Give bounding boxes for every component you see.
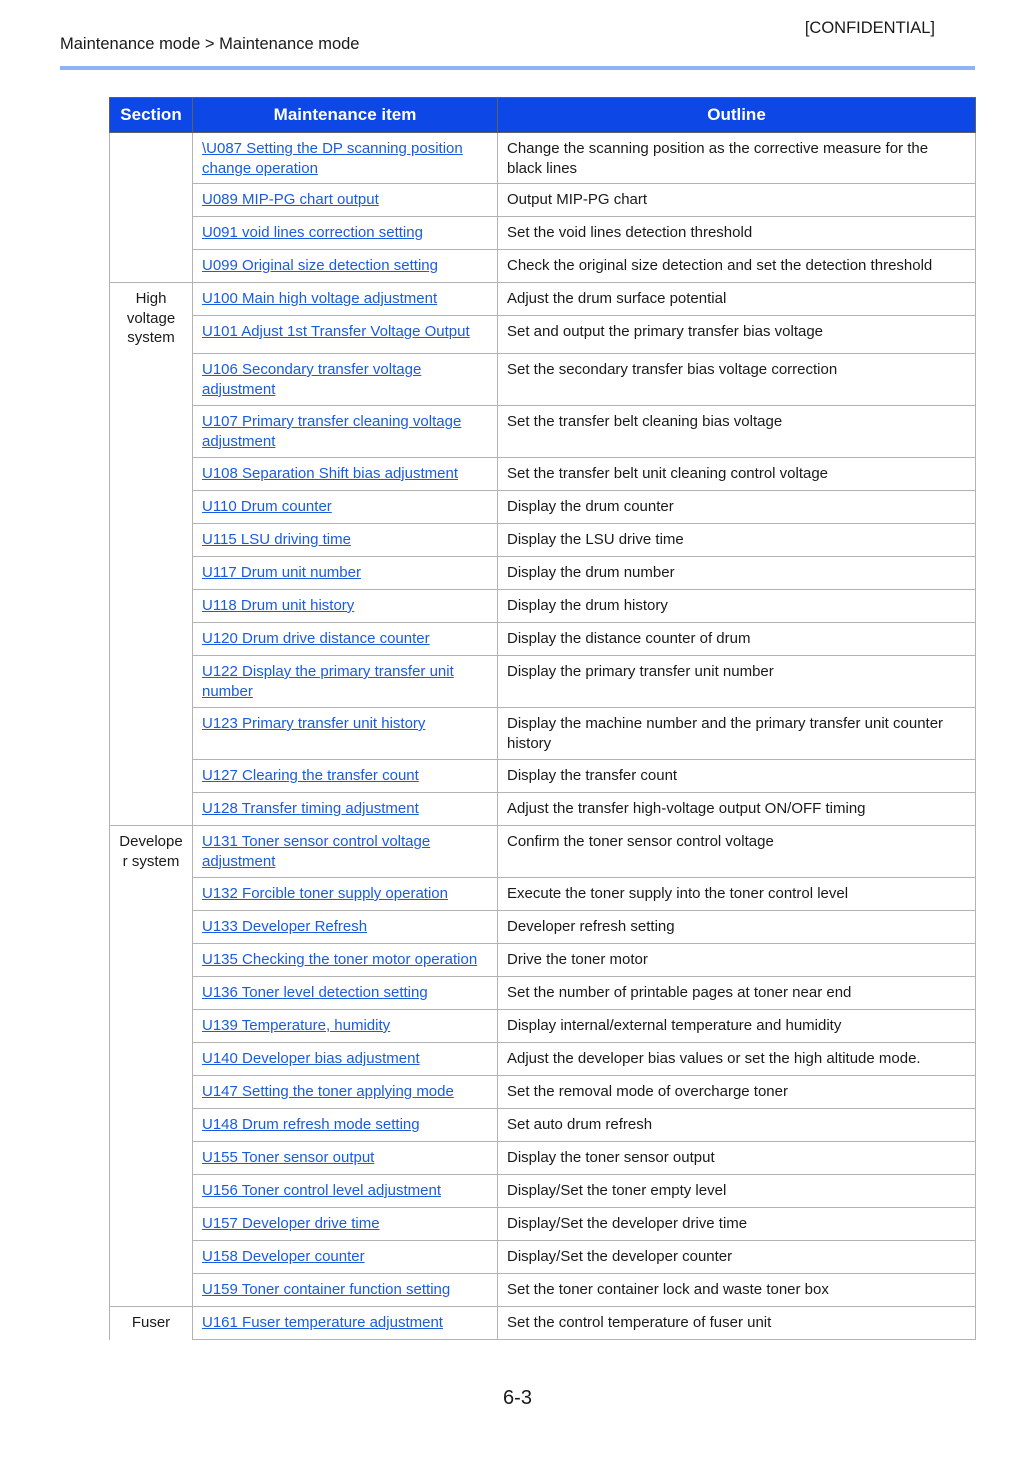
outline-cell: Display the primary transfer unit number — [498, 656, 976, 708]
table-row — [110, 250, 976, 283]
maintenance-item-link[interactable]: U159 Toner container function setting — [202, 1281, 451, 1298]
maintenance-item-link[interactable]: U132 Forcible toner supply operation — [202, 885, 448, 902]
maintenance-item-cell — [193, 793, 498, 826]
table-row — [110, 491, 976, 524]
maintenance-item-link[interactable]: U131 Toner sensor control voltage adjustment — [202, 833, 431, 870]
maintenance-item-cell — [193, 878, 498, 911]
maintenance-items-table — [109, 97, 976, 1340]
table-row — [110, 977, 976, 1010]
maintenance-item-link[interactable]: U158 Developer counter — [202, 1248, 365, 1265]
table-row — [110, 316, 976, 354]
table-header-row — [110, 98, 976, 133]
maintenance-item-cell — [193, 911, 498, 944]
maintenance-item-link[interactable]: U107 Primary transfer cleaning voltage adjustment — [202, 413, 462, 450]
table-row — [110, 217, 976, 250]
outline-cell: Display/Set the developer counter — [498, 1241, 976, 1274]
table-row — [110, 283, 976, 316]
outline-cell: Set the transfer belt cleaning bias voltage — [498, 406, 976, 458]
maintenance-item-link[interactable]: U089 MIP-PG chart output — [202, 191, 379, 208]
table-row — [110, 656, 976, 708]
maintenance-item-cell — [193, 590, 498, 623]
breadcrumb: Maintenance mode > Maintenance mode — [60, 35, 360, 53]
maintenance-item-link[interactable]: U140 Developer bias adjustment — [202, 1050, 420, 1067]
column-header-outline: Outline — [498, 98, 976, 133]
maintenance-item-link[interactable]: U118 Drum unit history — [202, 597, 355, 614]
maintenance-item-link[interactable]: U139 Temperature, humidity — [202, 1017, 391, 1034]
section-cell: Developer system — [110, 826, 193, 1307]
maintenance-item-link[interactable]: U110 Drum counter — [202, 498, 332, 515]
table-row — [110, 826, 976, 878]
table-row — [110, 1010, 976, 1043]
table-row — [110, 184, 976, 217]
maintenance-item-cell — [193, 656, 498, 708]
maintenance-item-link[interactable]: U136 Toner level detection setting — [202, 984, 428, 1001]
header-divider — [60, 66, 975, 70]
outline-cell: Drive the toner motor — [498, 944, 976, 977]
maintenance-item-cell — [193, 760, 498, 793]
table-row — [110, 878, 976, 911]
maintenance-item-cell — [193, 354, 498, 406]
outline-cell: Display the toner sensor output — [498, 1142, 976, 1175]
maintenance-item-link[interactable]: U157 Developer drive time — [202, 1215, 380, 1232]
outline-cell: Change the scanning position as the corrective measure for the black lines — [498, 133, 976, 184]
table-row — [110, 1307, 976, 1340]
table-row — [110, 406, 976, 458]
maintenance-item-link[interactable]: U155 Toner sensor output — [202, 1149, 375, 1166]
outline-cell: Set and output the primary transfer bias voltage — [498, 316, 976, 354]
outline-cell: Adjust the developer bias values or set the high altitude mode. — [498, 1043, 976, 1076]
table-row — [110, 1043, 976, 1076]
table-row — [110, 1274, 976, 1307]
section-cell — [110, 133, 193, 283]
outline-cell: Set the control temperature of fuser unit — [498, 1307, 976, 1340]
maintenance-item-cell — [193, 557, 498, 590]
column-header-maintenance-item: Maintenance item — [193, 98, 498, 133]
maintenance-item-cell — [193, 944, 498, 977]
maintenance-item-cell — [193, 1010, 498, 1043]
maintenance-item-cell — [193, 826, 498, 878]
maintenance-item-cell — [193, 316, 498, 354]
table-row — [110, 1208, 976, 1241]
maintenance-item-link[interactable]: U147 Setting the toner applying mode — [202, 1083, 454, 1100]
table-row — [110, 354, 976, 406]
maintenance-item-cell — [193, 1241, 498, 1274]
table-row — [110, 760, 976, 793]
maintenance-item-link[interactable]: U091 void lines correction setting — [202, 224, 423, 241]
maintenance-item-cell — [193, 217, 498, 250]
column-header-section: Section — [110, 98, 193, 133]
table-row — [110, 623, 976, 656]
outline-cell: Set the removal mode of overcharge toner — [498, 1076, 976, 1109]
outline-cell: Display/Set the developer drive time — [498, 1208, 976, 1241]
page-number: 6-3 — [503, 1387, 532, 1409]
table-row — [110, 590, 976, 623]
outline-cell: Adjust the transfer high-voltage output ON/OFF timing — [498, 793, 976, 826]
table-row — [110, 708, 976, 760]
section-cell: Fuser — [110, 1307, 193, 1340]
outline-cell: Set the transfer belt unit cleaning control voltage — [498, 458, 976, 491]
table-row — [110, 1142, 976, 1175]
outline-cell: Developer refresh setting — [498, 911, 976, 944]
maintenance-item-link[interactable]: U108 Separation Shift bias adjustment — [202, 465, 458, 482]
maintenance-item-cell — [193, 1109, 498, 1142]
maintenance-item-cell — [193, 1175, 498, 1208]
outline-cell: Output MIP-PG chart — [498, 184, 976, 217]
outline-cell: Display internal/external temperature and humidity — [498, 1010, 976, 1043]
maintenance-item-cell — [193, 1043, 498, 1076]
maintenance-item-cell — [193, 1076, 498, 1109]
table-row — [110, 911, 976, 944]
outline-cell: Set auto drum refresh — [498, 1109, 976, 1142]
maintenance-item-cell — [193, 458, 498, 491]
maintenance-item-link[interactable]: U100 Main high voltage adjustment — [202, 290, 438, 307]
confidential-label: [CONFIDENTIAL] — [804, 19, 935, 37]
maintenance-item-link[interactable]: U127 Clearing the transfer count — [202, 767, 419, 784]
maintenance-item-cell — [193, 184, 498, 217]
table-row — [110, 133, 976, 184]
maintenance-item-link[interactable]: U148 Drum refresh mode setting — [202, 1116, 420, 1133]
maintenance-item-cell — [193, 1274, 498, 1307]
outline-cell: Set the secondary transfer bias voltage correction — [498, 354, 976, 406]
maintenance-item-cell — [193, 250, 498, 283]
outline-cell: Execute the toner supply into the toner control level — [498, 878, 976, 911]
maintenance-item-link[interactable]: U122 Display the primary transfer unit number — [202, 663, 454, 700]
outline-cell: Display the distance counter of drum — [498, 623, 976, 656]
maintenance-item-cell — [193, 977, 498, 1010]
maintenance-item-cell — [193, 708, 498, 760]
outline-cell: Set the void lines detection threshold — [498, 217, 976, 250]
outline-cell: Set the toner container lock and waste toner box — [498, 1274, 976, 1307]
table-row — [110, 458, 976, 491]
maintenance-item-link[interactable]: U120 Drum drive distance counter — [202, 630, 430, 647]
maintenance-item-cell — [193, 133, 498, 184]
maintenance-item-link[interactable]: U156 Toner control level adjustment — [202, 1182, 442, 1199]
maintenance-item-link[interactable]: U115 LSU driving time — [202, 531, 351, 548]
table-row — [110, 1175, 976, 1208]
outline-cell: Confirm the toner sensor control voltage — [498, 826, 976, 878]
outline-cell: Display the machine number and the primary transfer unit counter history — [498, 708, 976, 760]
maintenance-item-link[interactable]: U117 Drum unit number — [202, 564, 361, 581]
maintenance-item-link[interactable]: U161 Fuser temperature adjustment — [202, 1314, 443, 1331]
maintenance-item-link[interactable]: U135 Checking the toner motor operation — [202, 951, 478, 968]
outline-cell: Display the LSU drive time — [498, 524, 976, 557]
maintenance-item-link[interactable]: U133 Developer Refresh — [202, 918, 368, 935]
maintenance-item-cell — [193, 1307, 498, 1340]
maintenance-item-cell — [193, 283, 498, 316]
outline-cell: Check the original size detection and set the detection threshold — [498, 250, 976, 283]
maintenance-item-cell — [193, 1208, 498, 1241]
maintenance-item-cell — [193, 491, 498, 524]
table-row — [110, 1076, 976, 1109]
maintenance-item-cell — [193, 1142, 498, 1175]
table-row — [110, 1241, 976, 1274]
section-cell: High voltage system — [110, 283, 193, 826]
outline-cell: Set the number of printable pages at toner near end — [498, 977, 976, 1010]
table-row — [110, 793, 976, 826]
table-row — [110, 1109, 976, 1142]
maintenance-item-link[interactable]: U099 Original size detection setting — [202, 257, 438, 274]
outline-cell: Adjust the drum surface potential — [498, 283, 976, 316]
table-row — [110, 557, 976, 590]
maintenance-item-link[interactable]: U101 Adjust 1st Transfer Voltage Output — [202, 323, 470, 340]
maintenance-item-cell — [193, 623, 498, 656]
maintenance-item-link[interactable]: \U087 Setting the DP scanning position change operation — [202, 140, 463, 177]
outline-cell: Display/Set the toner empty level — [498, 1175, 976, 1208]
maintenance-item-link[interactable]: U106 Secondary transfer voltage adjustment — [202, 361, 422, 398]
maintenance-item-cell — [193, 524, 498, 557]
outline-cell: Display the transfer count — [498, 760, 976, 793]
maintenance-item-cell — [193, 406, 498, 458]
table-row — [110, 524, 976, 557]
table-row — [110, 944, 976, 977]
outline-cell: Display the drum history — [498, 590, 976, 623]
outline-cell: Display the drum number — [498, 557, 976, 590]
maintenance-item-link[interactable]: U123 Primary transfer unit history — [202, 715, 426, 732]
maintenance-item-link[interactable]: U128 Transfer timing adjustment — [202, 800, 419, 817]
outline-cell: Display the drum counter — [498, 491, 976, 524]
